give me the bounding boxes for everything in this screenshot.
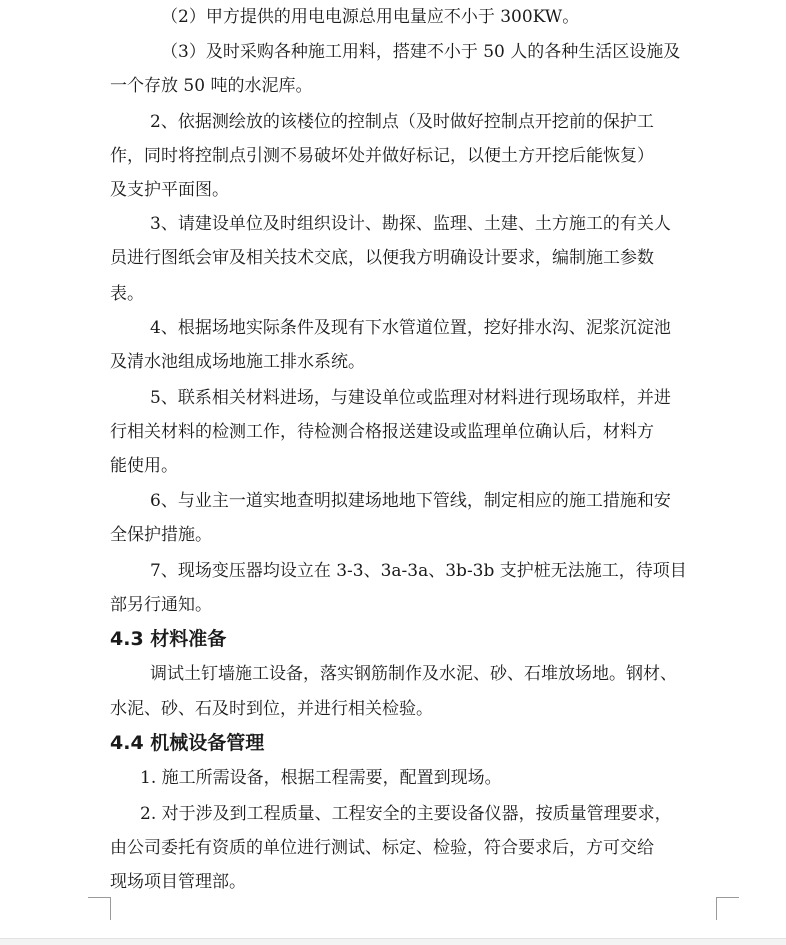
paragraph-line: 3、请建设单位及时组织设计、勘探、监理、土建、土方施工的有关人 bbox=[150, 214, 671, 234]
section-heading-equipment: 4.4 机械设备管理 bbox=[110, 732, 265, 754]
paragraph-line: 现场项目管理部。 bbox=[110, 872, 246, 892]
paragraph-line: 5、联系相关材料进场，与建设单位或监理对材料进行现场取样，并进 bbox=[150, 388, 671, 408]
paragraph-line: 2、依据测绘放的该楼位的控制点（及时做好控制点开挖前的保护工 bbox=[150, 112, 654, 132]
paragraph-line: 4、根据场地实际条件及现有下水管道位置，挖好排水沟、泥浆沉淀池 bbox=[150, 318, 671, 338]
paragraph-line: 及支护平面图。 bbox=[110, 180, 229, 200]
paragraph-line: 表。 bbox=[110, 284, 144, 304]
section-heading-materials: 4.3 材料准备 bbox=[110, 628, 227, 650]
paragraph-line: （2）甲方提供的用电电源总用电量应不小于 300KW。 bbox=[161, 7, 580, 27]
paragraph-line: （3）及时采购各种施工用料，搭建不小于 50 人的各种生活区设施及 bbox=[161, 42, 681, 62]
paragraph-line: 及清水池组成场地施工排水系统。 bbox=[110, 352, 365, 372]
crop-mark-right bbox=[716, 897, 739, 920]
crop-mark-left bbox=[88, 897, 111, 920]
paragraph-line: 一个存放 50 吨的水泥库。 bbox=[110, 76, 313, 96]
paragraph-line: 全保护措施。 bbox=[110, 525, 212, 545]
paragraph-line: 行相关材料的检测工作，待检测合格报送建设或监理单位确认后，材料方 bbox=[110, 422, 654, 442]
paragraph-line: 员进行图纸会审及相关技术交底，以便我方明确设计要求，编制施工参数 bbox=[110, 248, 654, 268]
paragraph-line: 1. 施工所需设备，根据工程需要，配置到现场。 bbox=[140, 768, 502, 788]
paragraph-line: 部另行通知。 bbox=[110, 595, 212, 615]
paragraph-line: 2. 对于涉及到工程质量、工程安全的主要设备仪器，按质量管理要求， bbox=[140, 804, 672, 824]
paragraph-line: 作，同时将控制点引测不易破坏处并做好标记，以便土方开挖后能恢复） bbox=[110, 146, 654, 166]
paragraph-line: 能使用。 bbox=[110, 456, 178, 476]
paragraph-line: 6、与业主一道实地查明拟建场地地下管线，制定相应的施工措施和安 bbox=[150, 491, 671, 511]
paragraph-line: 7、现场变压器均设立在 3-3、3a-3a、3b-3b 支护桩无法施工，待项目 bbox=[150, 561, 687, 581]
paragraph-line: 调试土钉墙施工设备，落实钢筋制作及水泥、砂、石堆放场地。钢材、 bbox=[150, 664, 677, 684]
paragraph-line: 由公司委托有资质的单位进行测试、标定、检验，符合要求后，方可交给 bbox=[110, 838, 654, 858]
paragraph-line: 水泥、砂、石及时到位，并进行相关检验。 bbox=[110, 699, 433, 719]
